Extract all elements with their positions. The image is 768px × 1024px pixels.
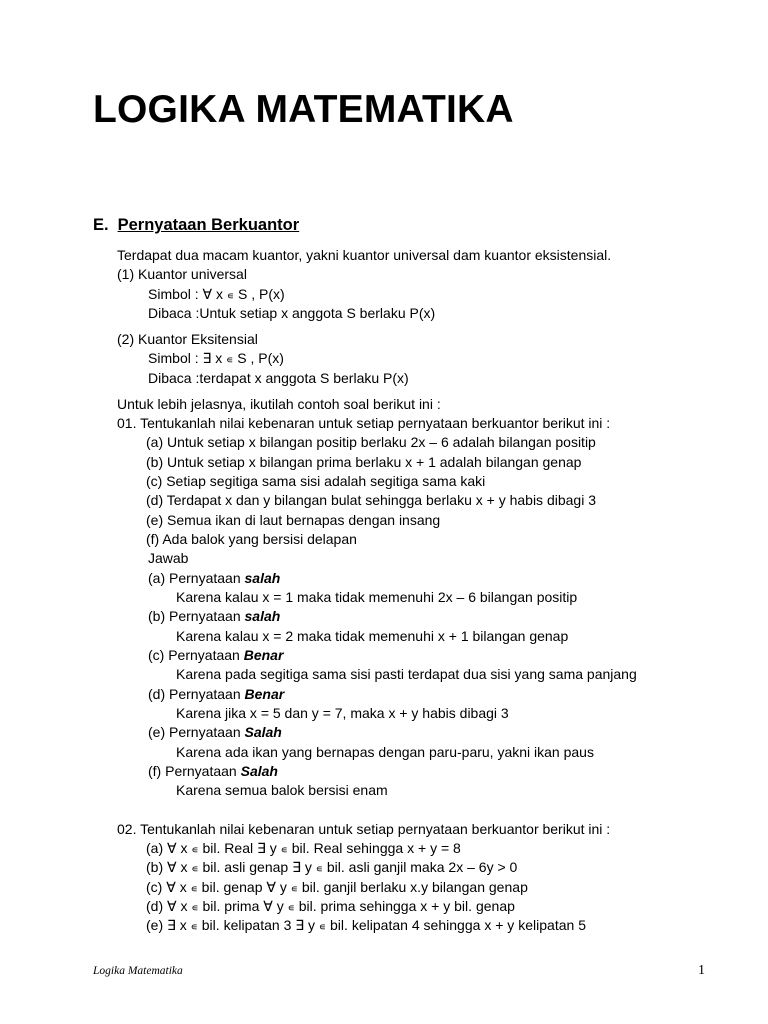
intro-paragraph: Terdapat dua macam kuantor, yakni kuantor universal dam kuantor eksistensial. <box>117 247 612 263</box>
question-02: 02. Tentukanlah nilai kebenaran untuk setiap pernyataan berkuantor berikut ini : <box>117 821 611 837</box>
answer-reason: Karena kalau x = 1 maka tidak memenuhi 2x – 6 bilangan positip <box>176 589 578 605</box>
answer-verdict: Benar <box>243 647 284 663</box>
answer-item: (f) Pernyataan Salah <box>148 763 278 779</box>
kuantor-eksistensial-reading: Dibaca :terdapat x anggota S berlaku P(x) <box>148 370 409 386</box>
question-01-item: (f) Ada balok yang bersisi delapan <box>146 531 357 547</box>
answer-reason: Karena jika x = 5 dan y = 7, maka x + y habis dibagi 3 <box>176 705 509 721</box>
answer-reason: Karena semua balok bersisi enam <box>176 782 388 798</box>
example-intro: Untuk lebih jelasnya, ikutilah contoh soal berikut ini : <box>117 396 441 412</box>
kuantor-universal-reading: Dibaca :Untuk setiap x anggota S berlaku P(x) <box>148 305 436 321</box>
question-02-item: (e) ∃ x ∊ bil. kelipatan 3 ∃ y ∊ bil. kelipatan 4 sehingga x + y kelipatan 5 <box>146 917 586 933</box>
section-letter: E. <box>93 216 109 234</box>
footer-title: Logika Matematika <box>93 965 183 977</box>
answer-label: Jawab <box>148 550 189 566</box>
answer-item: (b) Pernyataan salah <box>148 608 281 624</box>
page-title: LOGIKA MATEMATIKA <box>93 88 514 131</box>
question-01-item: (d) Terdapat x dan y bilangan bulat sehingga berlaku x + y habis dibagi 3 <box>146 492 596 508</box>
answer-item: (d) Pernyataan Benar <box>148 686 285 702</box>
page-number: 1 <box>698 963 705 978</box>
answer-verdict: Salah <box>240 763 278 779</box>
answer-reason: Karena kalau x = 2 maka tidak memenuhi x + 1 bilangan genap <box>176 628 569 644</box>
answer-item: (a) Pernyataan salah <box>148 570 281 586</box>
answer-reason: Karena pada segitiga sama sisi pasti terdapat dua sisi yang sama panjang <box>176 666 637 682</box>
question-01-item: (a) Untuk setiap x bilangan positip berlaku 2x – 6 adalah bilangan positip <box>146 434 596 450</box>
answer-item: (e) Pernyataan Salah <box>148 724 282 740</box>
kuantor-eksistensial-heading: (2) Kuantor Eksitensial <box>117 331 258 347</box>
question-02-item: (d) ∀ x ∊ bil. prima ∀ y ∊ bil. prima sehingga x + y bil. genap <box>146 898 515 914</box>
question-01: 01. Tentukanlah nilai kebenaran untuk setiap pernyataan berkuantor berikut ini : <box>117 415 611 431</box>
section-title: Pernyataan Berkuantor <box>117 216 300 234</box>
answer-item: (c) Pernyataan Benar <box>148 647 284 663</box>
kuantor-universal-symbol: Simbol : ∀ x ∊ S , P(x) <box>148 286 285 302</box>
kuantor-eksistensial-symbol: Simbol : ∃ x ∊ S , P(x) <box>148 350 284 366</box>
answer-reason: Karena ada ikan yang bernapas dengan paru-paru, yakni ikan paus <box>176 744 594 760</box>
answer-verdict: salah <box>244 608 281 624</box>
question-01-item: (b) Untuk setiap x bilangan prima berlaku x + 1 adalah bilangan genap <box>146 454 582 470</box>
question-02-item: (c) ∀ x ∊ bil. genap ∀ y ∊ bil. ganjil berlaku x.y bilangan genap <box>146 879 528 895</box>
answer-verdict: Benar <box>244 686 285 702</box>
question-01-item: (c) Setiap segitiga sama sisi adalah segitiga sama kaki <box>146 473 486 489</box>
section-heading <box>93 214 299 236</box>
question-02-item: (a) ∀ x ∊ bil. Real ∃ y ∊ bil. Real sehingga x + y = 8 <box>146 840 461 856</box>
answer-verdict: Salah <box>244 724 282 740</box>
kuantor-universal-heading: (1) Kuantor universal <box>117 266 247 282</box>
question-02-item: (b) ∀ x ∊ bil. asli genap ∃ y ∊ bil. asli ganjil maka 2x – 6y > 0 <box>146 859 518 875</box>
answer-verdict: salah <box>244 570 281 586</box>
question-01-item: (e) Semua ikan di laut bernapas dengan insang <box>146 512 441 528</box>
